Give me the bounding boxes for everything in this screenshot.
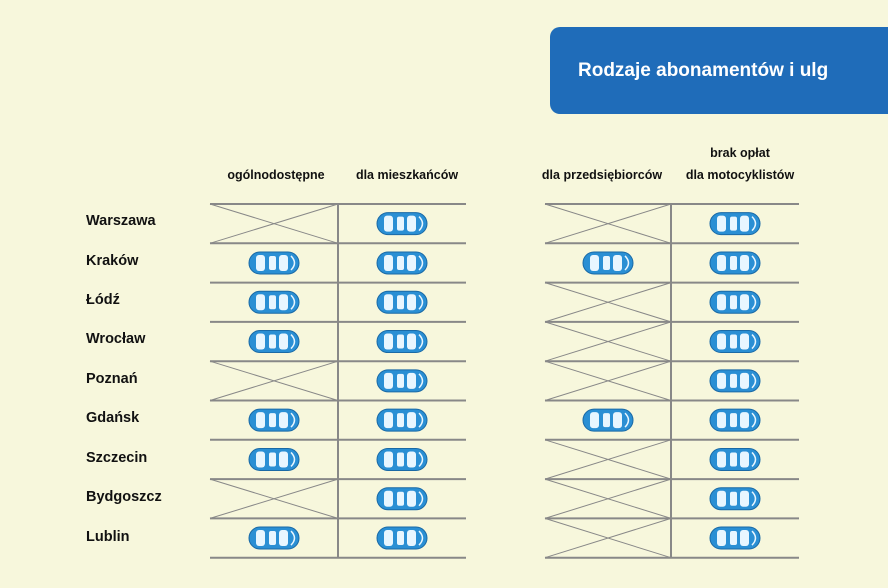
car-icon	[710, 409, 760, 431]
car-icon	[710, 527, 760, 549]
cross-icon	[210, 479, 338, 518]
car-icon	[377, 213, 427, 235]
cross-icon	[545, 479, 671, 518]
car-icon	[377, 488, 427, 510]
column-header-residents: dla mieszkańców	[355, 168, 459, 182]
cross-icon	[545, 440, 671, 479]
car-icon	[710, 291, 760, 313]
city-label-gdansk: Gdańsk	[86, 410, 140, 426]
car-icon	[710, 370, 760, 392]
car-icon	[377, 291, 427, 313]
page-title: Rodzaje abonamentów i ulg	[578, 59, 829, 81]
car-icon	[377, 409, 427, 431]
cross-icon	[210, 361, 338, 400]
car-icon	[710, 331, 760, 353]
cross-icon	[545, 204, 671, 243]
car-icon	[710, 252, 760, 274]
column-header-public: ogólnodostępne	[227, 168, 325, 182]
car-icon	[377, 448, 427, 470]
city-label-lodz: Łódź	[86, 292, 120, 308]
car-icon	[583, 409, 633, 431]
car-icon	[249, 448, 299, 470]
column-header-motorcycles-line2: dla motocyklistów	[685, 168, 795, 182]
car-icon	[377, 252, 427, 274]
cross-icon	[545, 518, 671, 557]
car-icon	[377, 370, 427, 392]
cross-icon	[545, 283, 671, 322]
cross-icon	[210, 204, 338, 243]
city-label-warszawa: Warszawa	[86, 213, 156, 229]
car-icon	[249, 291, 299, 313]
car-icon	[249, 252, 299, 274]
car-icon	[583, 252, 633, 274]
column-header-motorcycles-line1: brak opłat	[710, 146, 770, 160]
car-icon	[710, 448, 760, 470]
cross-icon	[545, 361, 671, 400]
car-icon	[710, 213, 760, 235]
city-label-bydgoszcz: Bydgoszcz	[86, 489, 162, 505]
column-header-businesses: dla przedsiębiorców	[541, 168, 663, 182]
car-icon	[249, 331, 299, 353]
city-label-wroclaw: Wrocław	[86, 331, 146, 347]
car-icon	[710, 488, 760, 510]
car-icon	[249, 527, 299, 549]
city-label-lublin: Lublin	[86, 529, 130, 545]
cross-icon	[545, 322, 671, 361]
city-label-poznan: Poznań	[86, 371, 138, 387]
car-icon	[249, 409, 299, 431]
car-icon	[377, 527, 427, 549]
city-label-szczecin: Szczecin	[86, 450, 148, 466]
car-icon	[377, 331, 427, 353]
city-label-krakow: Kraków	[86, 253, 139, 269]
